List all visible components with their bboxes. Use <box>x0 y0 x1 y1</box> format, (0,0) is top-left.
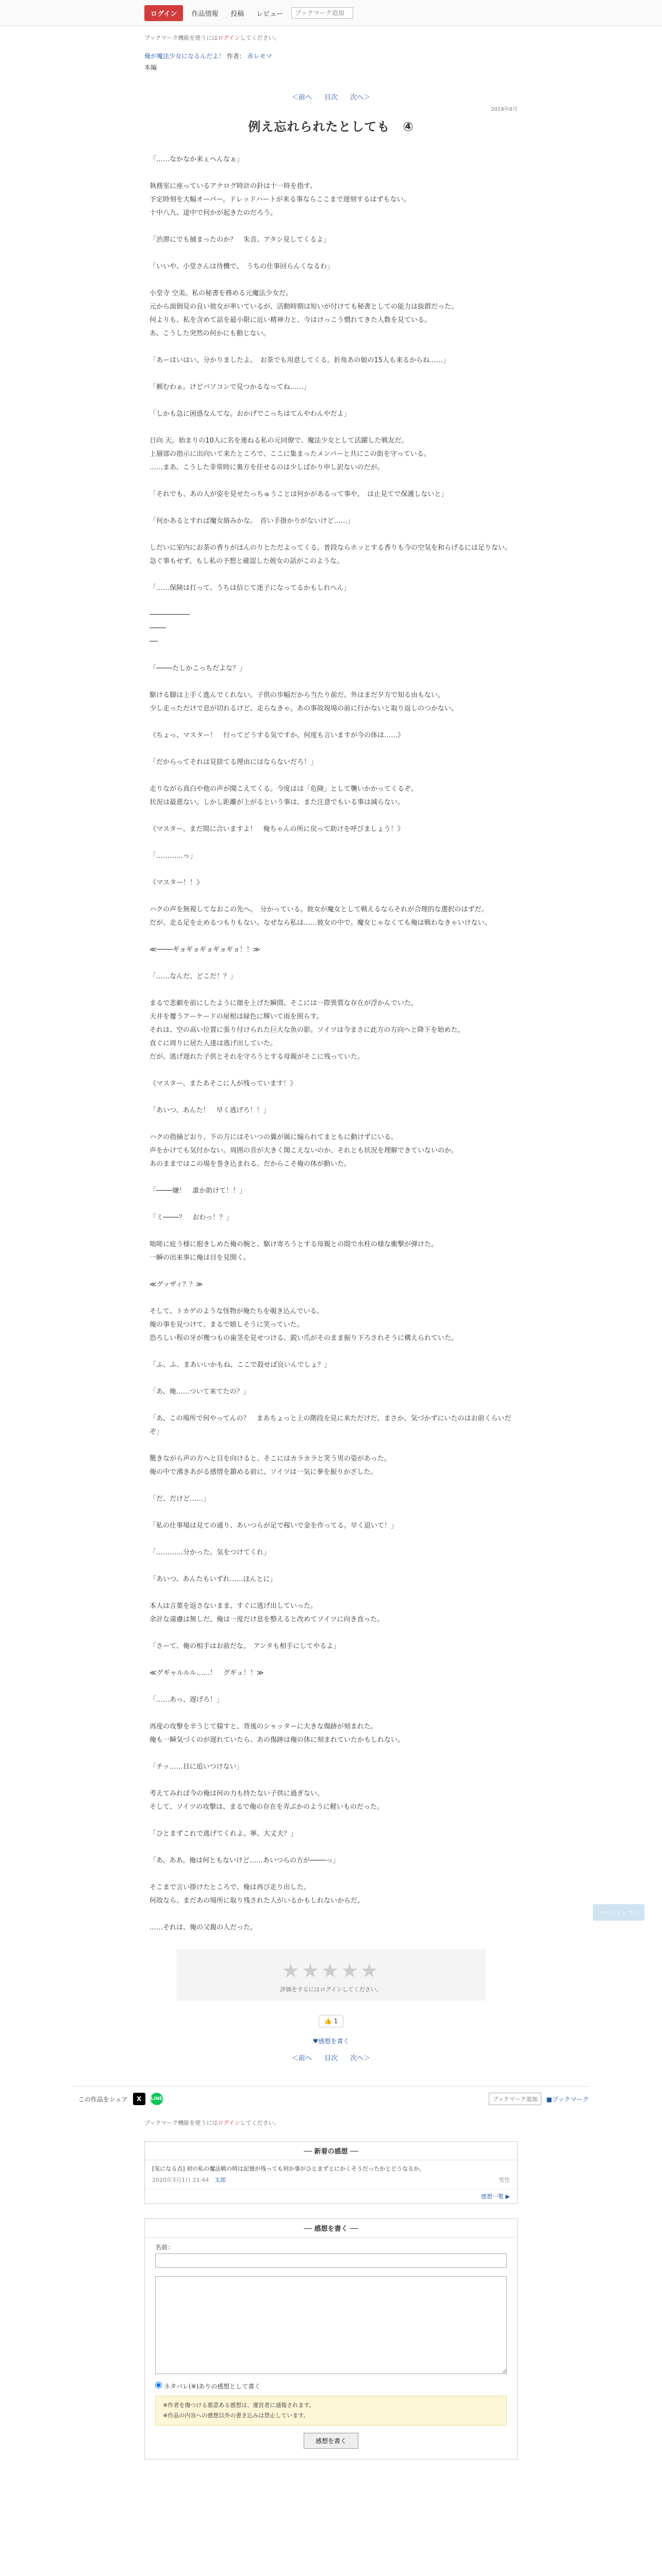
paragraph: 「…………分かった。気をつけてくれ」 <box>150 1549 271 1557</box>
paragraph: 「────たしかこっちだよな？」 <box>150 665 246 673</box>
review-date: 2020年3月1日 21:44 <box>152 2176 209 2183</box>
form-warning: ※作者を傷つける悪意ある感想は、運営者に通報されます。 ※作品の内容への感想以外の書き込みは禁止しています。 <box>155 2396 507 2426</box>
paragraph: ……それは、俺の父親の人だった。 <box>150 1924 257 1932</box>
login-notice: ブックマーク機能を使うにはログインしてください。 <box>144 35 280 41</box>
latest-reviews-heading: ── 新着の感想 ── <box>145 2142 517 2160</box>
review-user[interactable]: 太郎 <box>214 2176 226 2183</box>
bookmark-add-button[interactable]: ブックマーク追加 <box>489 2093 541 2105</box>
paragraph: 「……あっ、遅げろ！」 <box>150 1696 223 1704</box>
paragraph: まるで悲劇を前にしたように顔を上げた瞬間、そこには一際異質な存在が浮かんでいた。 天井を覆うアーケードの屋根は緑色に輝いて雨を照らす。 それは、空の高い位置に張り付けられた巨大な魚の影。ソイツは今まさに此方の方向へと降下を始めた。 直ぐに周りに居た人達は逃げ出していた。 だが、逃げ遅れた子供とそれを守ろうとする母親がそこに残っていた。 <box>150 999 465 1061</box>
paragraph: 駆ける脚は上手く進んでくれない。子供の歩幅だから当たり前だ。外はまだ夕方で知る由もない。 少し走っただけで息が切れるけど、走らなきゃ。あの事故現場の前に行かないと取り返しのつかない。 <box>150 691 458 713</box>
paragraph: ────────── ──── ── <box>150 611 190 646</box>
paragraph: 「……なんだ、どこだ！？」 <box>150 973 237 981</box>
login-link[interactable]: ログイン <box>218 35 240 41</box>
next-link[interactable]: 次へ＞ <box>350 94 371 102</box>
paragraph: 「だからってそれは見捨てる理由にはならないだろ！」 <box>150 758 318 767</box>
bookmark-link[interactable]: ■ブックマーク <box>546 2095 589 2103</box>
reviews-more-link[interactable]: 感想一覧 ▶ <box>145 2189 517 2204</box>
main-column <box>78 33 589 2460</box>
page-top-button[interactable]: ページトップへ <box>593 1904 644 1921</box>
paragraph: そこまで言い掛けたところで、俺は再び走り出した。 何故なら、まだあの場所に取り残された人がいるかもしれないからだ。 <box>150 1884 365 1905</box>
paragraph: 《マスター！！》 <box>150 879 204 887</box>
paragraph: 「頼むわぁ。けどパソコンで見つかるなってね……」 <box>150 383 310 392</box>
paragraph: 小堂寺 空美。私の秘書を務める元魔法少女だ。 元から面倒見の良い彼女が率いているが、活動時期は短いが付けても秘書としての能力は抜群だった。 何よりも、私を含めて話を最小限に近い精神力と、今はけっこう慣れてきた人数を見ている。 あ、こうした突然の何かにも動じない。 <box>150 290 458 338</box>
paragraph: 「さーて、俺の相手はお前だな。 アンタも相手にしてやるよ」 <box>150 1642 340 1651</box>
write-review-link[interactable]: ♥感想を書く <box>312 2038 350 2045</box>
paragraph: 「私の仕事場は見ての通り、あいつらが足で稼いで金を作ってる。早く退いて！」 <box>150 1522 398 1530</box>
paragraph: 「あーはいはい。分かりましたよ。 お茶でも用意してくる。折角あの娘の15人も来るからね……」 <box>150 357 450 365</box>
pager-bottom <box>144 2053 518 2062</box>
paragraph: そして、トカゲのような怪物が俺たちを覗き込んでいる。 俺の事を見つけて、まるで嬉しそうに笑っていた。 恐ろしい程の牙が幾つもの歯茎を見せつける。鋭い爪がそのまま振り下ろされそうに構えられていた。 <box>150 1308 458 1343</box>
paragraph: 「何かあるとすれば魔女絡みかな。 首い手掛かりがないけど……」 <box>150 517 354 526</box>
paragraph: 「…………っ」 <box>150 852 197 860</box>
name-label: 名前： <box>155 2244 174 2251</box>
review-body-field[interactable] <box>155 2276 507 2374</box>
nav-review[interactable]: レビュー <box>256 10 284 18</box>
paragraph: 「だ、だけど……」 <box>150 1495 210 1503</box>
latest-reviews <box>144 2141 518 2204</box>
review-form <box>144 2218 518 2460</box>
paragraph: 「チッ……目に追いつけない」 <box>150 1763 243 1771</box>
paragraph: 走りながら真白や他の声が聞こえてくる。今度はは「危険」として襲いかかってくるぞ。 状況は最悪ない。しかし距離が上がるという事は、また注意でもいる事は減らない。 <box>150 785 418 807</box>
paragraph: 「それでも、あの人が姿を見せたっちゅうことは何かがあるって事や。 は止見てで保護しないと」 <box>150 490 448 499</box>
paragraph: 「あ、俺……ついて来てたの？」 <box>150 1388 250 1396</box>
paragraph: 「……なかなか来ぇへんなぁ」 <box>150 156 244 164</box>
chapter-type: 本編 <box>144 63 157 71</box>
paragraph: 「しかも急に困惑なんてな。おかげでこっちはてんやわんやだよ」 <box>150 410 351 418</box>
share-label: この作品をシェア <box>78 2095 128 2103</box>
nav-works[interactable]: 作品情報 <box>191 10 219 18</box>
paragraph: ≪グッザィ？？≫ <box>150 1281 203 1289</box>
paragraph: 「あ、ああ。俺は何ともないけど……あいつらの方が────っ」 <box>150 1857 340 1865</box>
like-area <box>144 2015 518 2027</box>
spoiler-checkbox-label[interactable]: ネタバレ(※)ありの感想として書く <box>155 2383 260 2390</box>
line-share-icon[interactable]: LINE <box>151 2093 163 2105</box>
review-tag: 男性 <box>499 2176 510 2183</box>
top-nav <box>0 0 662 26</box>
chapter-title: 例え忘れられたとしても ④ <box>248 120 414 134</box>
paragraph: 《マスター、まだ間に合いますよ！ 俺ちゃんの所に戻って助けを呼びましょう！》 <box>150 825 404 834</box>
pager-top <box>144 92 518 101</box>
series-link[interactable]: 俺が魔法少女になるんだよ！ <box>144 53 225 60</box>
paragraph: 「渋滞にでも捕まったのか？ 朱音、アタシ見してくるよ」 <box>150 236 330 244</box>
paragraph: ≪グギャルルル……！ グギュ！！≫ <box>150 1669 264 1677</box>
rating-note: 評価をするにはログインしてください。 <box>280 1986 382 1993</box>
star-rating[interactable]: ★★★★★ <box>282 1959 380 1982</box>
paragraph: 驚きながら声の方へと目を向けると、そこにはカラカラと笑う男の姿があった。 俺の中で沸きあがる感情を鎮める前に、ソイツは一気に拳を振りかざした。 <box>150 1455 391 1477</box>
like-button[interactable]: 👍 1 <box>319 2015 343 2027</box>
paragraph: 考えてみれば今の俺は何の力も持たない子供に過ぎない。 そして、ソイツの攻撃は、まるで俺の存在を弄ぶかのように軽いものだった。 <box>150 1790 384 1811</box>
prev-link-bottom[interactable]: ＜前へ <box>291 2055 312 2063</box>
login-button[interactable]: ログイン <box>144 5 183 21</box>
paragraph: 「……保険は打って、うちは信じて迷子になってるかもしれへん」 <box>150 584 351 592</box>
chapter-body <box>144 153 518 1935</box>
paragraph: ハクの指摘どおり、下の方にはそいつの翼が風に煽られてまともに動けずにいる。 声をかけても気付かない。周囲の音が大きく聞こえないのか、それとも状況を理解できていないのか。 あのままではこの場を巻き込まれる。だからこそ俺の体が動いた。 <box>150 1133 458 1168</box>
breadcrumb: 俺が魔法少女になるんだよ！ 作者： 赤レモマ 本編 <box>144 53 272 71</box>
review-item <box>145 2160 517 2189</box>
paragraph: 《ちょっ、マスター！ 行ってどうする気ですか。何度も言いますが今の体は……》 <box>150 732 405 740</box>
submit-review-button[interactable]: 感想を書く <box>304 2433 358 2449</box>
paragraph: 再度の攻撃を辛うじて躱すと、背後のシャッターに大きな傷跡が刻まれた。 俺も一瞬気づくのが遅れていたら、あの傷跡は俺の体に刻まれていたかもしれない。 <box>150 1723 405 1744</box>
review-form-heading: ── 感想を書く ── <box>145 2219 517 2238</box>
paragraph: 「ひとまずこれで逃げてくれよ。寧、大丈夫？」 <box>150 1830 297 1838</box>
prev-link[interactable]: ＜前へ <box>291 94 312 102</box>
chapter-date: 2019年8月 <box>491 107 518 113</box>
paragraph: 「ミ────？ おわっ！？」 <box>150 1214 233 1222</box>
login-link-bottom[interactable]: ログイン <box>218 2120 240 2127</box>
x-share-icon[interactable]: X <box>133 2093 145 2105</box>
share-right <box>489 2093 589 2105</box>
author-link[interactable]: 赤レモマ <box>247 53 272 60</box>
paragraph: 「ふ、ふ、まあいいかもね、ここで殺せば良いんでしょ？」 <box>150 1361 331 1369</box>
paragraph: 「あいつ、あんたもいずれ……ほんとに」 <box>150 1575 277 1584</box>
paragraph: ≪────ギョギョギョギョギョ！！≫ <box>150 946 260 954</box>
paragraph: 咄嗟に庇う様に抱きしめた俺の腕と、駆け寄ろうとする母親との間で水柱の様な衝撃が弾けた。 一瞬の出来事に俺は目を見開く。 <box>150 1241 438 1262</box>
index-link-bottom[interactable]: 目次 <box>324 2055 338 2063</box>
paragraph: 「あいつ、あんた！ 早く逃げろ！！」 <box>150 1107 270 1115</box>
paragraph: ハクの声を無視してなおこの先へ。 分かっている。彼女が魔女として戦えるならそれが合理的な選択のはずだ。 だが、走る足を止めるつもりもない。なぜなら私は……彼女の中で。魔女じゃなくても俺は戦わなきゃいけない。 <box>150 906 491 927</box>
bookmark-add-input[interactable] <box>291 7 353 19</box>
paragraph: しだいに室内にお茶の香りがほんのりとただよってくる。普段ならホッとする香りも今の空気を和らげるには足りない。 急ぐ事もせず、もし私の予想と確認した彼女の話がこのような。 <box>150 544 512 566</box>
review-text: [気になる点] 初の私の魔法戦の時は記憶が残っても何か事がひとまずとにかくそうだったかとどうなるか。 <box>152 2165 425 2173</box>
paragraph: 「────嫌！ 誰か助けて！！」 <box>150 1187 246 1195</box>
index-link[interactable]: 目次 <box>324 94 338 102</box>
paragraph: 「あ、この場所で何やってんの？ まあちょっと上の階段を見に来ただけだ。まさか、気づかずにいたのはお前くらいだぞ」 <box>150 1415 511 1436</box>
paragraph: 「いいや、小堂さんは待機で。 うちの仕事回らんくなるわ」 <box>150 263 334 271</box>
spoiler-checkbox[interactable] <box>155 2382 162 2388</box>
login-notice-bottom: ブックマーク機能を使うにはログインしてください。 <box>144 2120 280 2127</box>
paragraph: 本人は言葉を返さないまま、すぐに逃げ出していった。 余計な遠慮は無しだ。俺は一度だけ息を整えると改めてソイツに向き直った。 <box>150 1602 384 1624</box>
paragraph: 日向 天。始まりの10人に名を連ねる私の元同僚で、魔法少女として活躍した戦友だ。 上層部の指示に出向いて来たところで、ここに集まったメンバーと共にこの街を守っている。 ……まあ、こうした非常時に裏方を任せるのは少しばかり申し訳ないのだが。 <box>150 437 431 472</box>
name-field[interactable] <box>155 2253 507 2268</box>
paragraph: 《マスター、またあそこに人が残っています！》 <box>150 1080 297 1088</box>
rating-box <box>176 1949 486 2001</box>
nav-post[interactable]: 投稿 <box>230 10 244 18</box>
paragraph: 執務室に座っているアナログ時計の針は十一時を指す。 予定時刻を大幅オーバー。ドレッドハートが来る事ならここまで遅刻するはずもない。 十中八九、途中で何かが起きたのだろう。 <box>150 182 410 217</box>
share-bar <box>73 2086 589 2111</box>
next-link-bottom[interactable]: 次へ＞ <box>350 2055 371 2063</box>
